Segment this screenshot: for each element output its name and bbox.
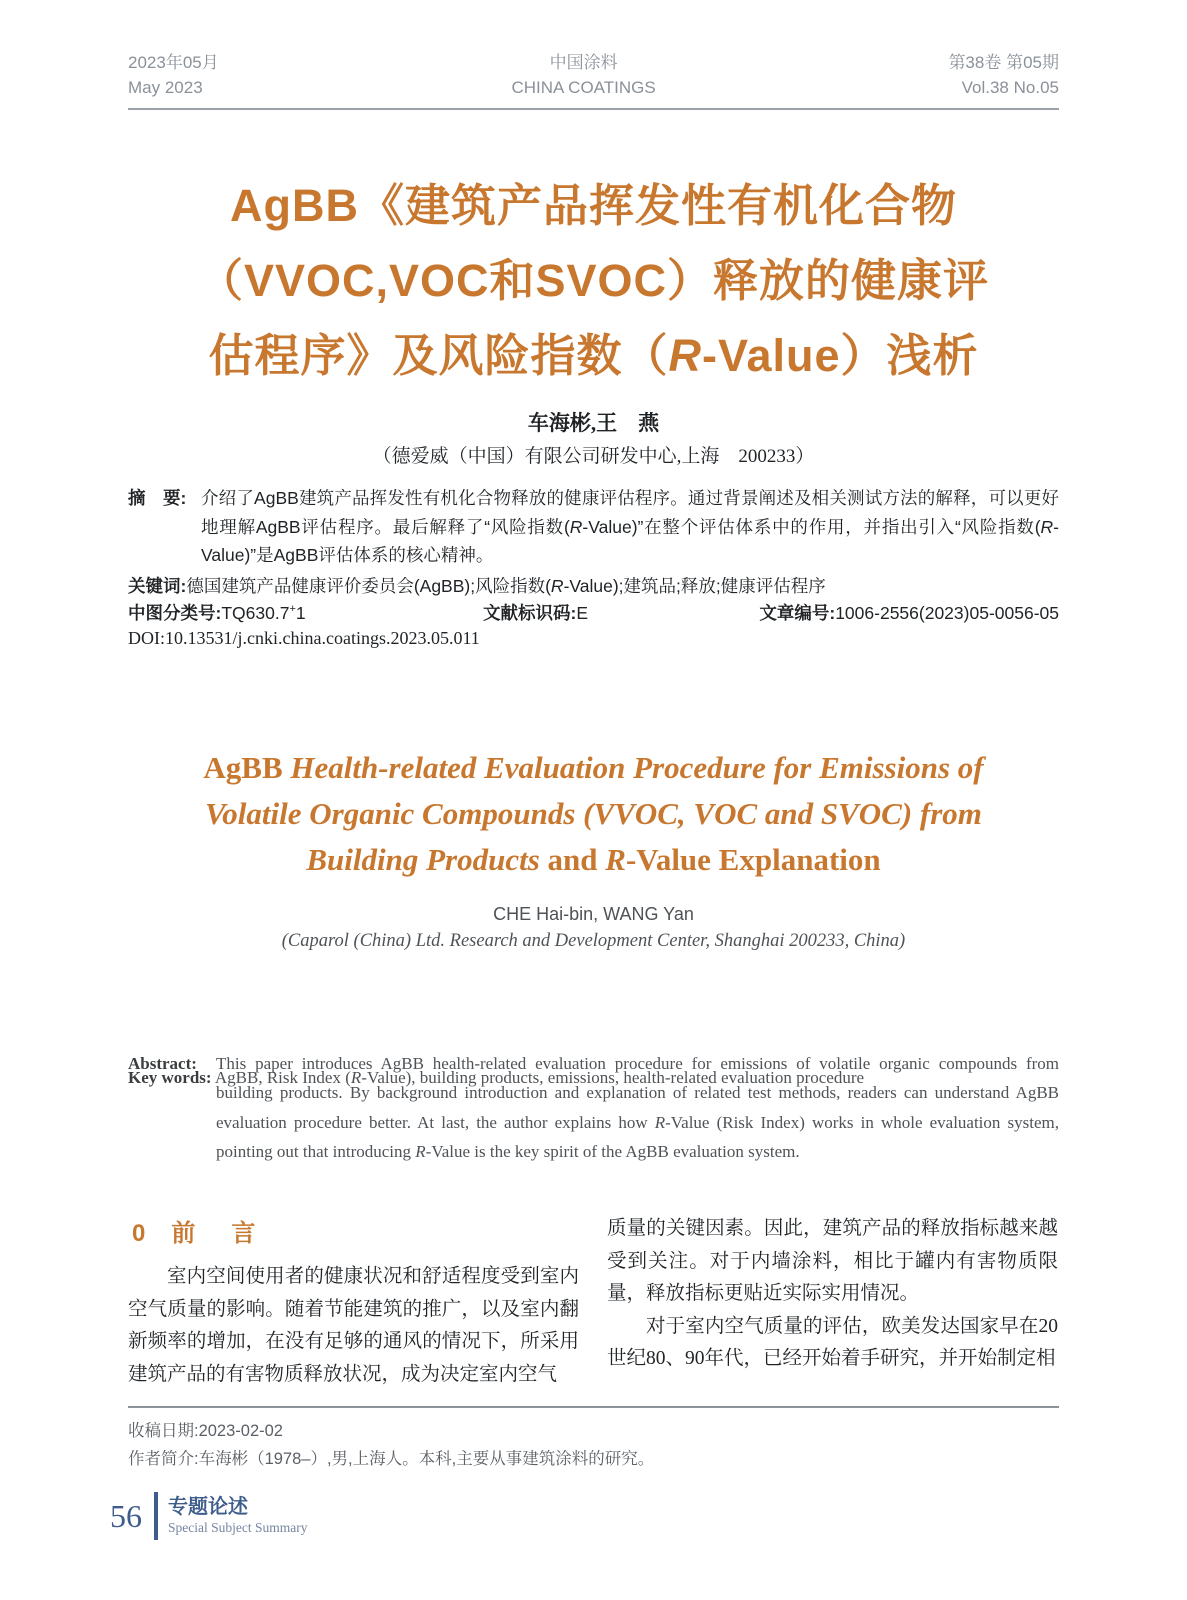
article-title-cn-line3: 估程序》及风险指数（R-Value）浅析 xyxy=(208,330,979,381)
abstract-cn-label: 摘 要: xyxy=(128,488,187,508)
article-title-en-line2: Volatile Organic Compounds (VVOC, VOC and SVOC) from xyxy=(205,796,982,831)
r-value-symbol: R xyxy=(569,516,583,537)
issue-date-en: May 2023 xyxy=(128,78,203,97)
r-value-symbol: R xyxy=(415,1142,426,1161)
r-value-symbol: R xyxy=(654,1112,666,1132)
article-title-en-line3: Building Products and R-Value Explanation xyxy=(306,842,881,877)
r-value-symbol: R xyxy=(605,842,626,877)
journal-header xyxy=(128,50,1059,100)
column-title-cn: 专题论述 xyxy=(168,1496,248,1518)
column-titles xyxy=(168,1495,307,1537)
r-value-symbol: R xyxy=(1040,516,1054,537)
affiliation-en: (Caparol (China) Ltd. Research and Development Center, Shanghai 200233, China) xyxy=(281,931,906,951)
keywords-en-label: Key words: xyxy=(128,1068,212,1087)
section-heading-foreword xyxy=(132,1219,579,1249)
volume-issue-en: Vol.38 No.05 xyxy=(961,78,1059,97)
abstract-en: Abstract: This paper introduces AgBB health-related evaluation procedure for emissions of volatile organic compounds from building products. By background introduction and explanation of related test methods, readers can understand AgBB evaluation procedure better. At last, the author explains how R-Value (Risk Index) works in whole evaluation system, pointing out that introducing R-Value is the key spirit of the AgBB evaluation system. xyxy=(128,1049,1059,1167)
header-volume-issue xyxy=(948,50,1059,100)
body-column-right xyxy=(607,1213,1058,1405)
r-value-symbol: R xyxy=(550,576,564,596)
article-title-cn-line1: AgBB《建筑产品挥发性有机化合物 xyxy=(230,180,957,231)
section-number: 0 xyxy=(132,1220,146,1247)
article-title-cn xyxy=(128,168,1059,393)
section-title: 前 言 xyxy=(171,1220,262,1247)
affiliation-cn: （德爱威（中国）有限公司研发中心,上海 200233） xyxy=(372,446,815,467)
clc-superscript: + xyxy=(289,603,296,616)
footnotes xyxy=(128,1417,1059,1473)
header-issue-date xyxy=(128,50,219,100)
keywords-cn: 关键词:德国建筑产品健康评价委员会(AgBB);风险指数(R-Value);建筑品;释放;健康评估程序 xyxy=(128,576,826,596)
article-meta-row xyxy=(128,600,1059,626)
article-body xyxy=(128,1213,1059,1405)
article-id: 文章编号:1006-2556(2023)05-0056-05 xyxy=(759,603,1059,623)
author-bio: 作者简介:车海彬（1978–）,男,上海人。本科,主要从事建筑涂料的研究。 xyxy=(128,1450,655,1468)
body-column-left xyxy=(128,1213,579,1405)
header-journal-name xyxy=(511,50,655,100)
authors-en: CHE Hai-bin, WANG Yan xyxy=(493,904,694,924)
issue-date-cn: 2023年05月 xyxy=(128,53,219,72)
article-title-en-line1: AgBB Health-related Evaluation Procedure for Emissions of xyxy=(203,750,984,785)
doi: DOI:10.13531/j.cnki.china.coatings.2023.05.011 xyxy=(128,628,480,648)
body-paragraph: 质量的关键因素。因此，建筑产品的释放指标越来越受到关注。对于内墙涂料，相比于罐内有害物质限量，释放指标更贴近实际实用情况。 xyxy=(607,1218,1058,1304)
column-title-en: Special Subject Summary xyxy=(168,1520,308,1535)
abstract-en-label: Abstract: xyxy=(128,1053,197,1073)
article-title-en xyxy=(128,745,1059,883)
keywords-cn-label: 关键词: xyxy=(128,576,187,596)
body-paragraph: 对于室内空气质量的评估，欧美发达国家早在20世纪80、90年代，已经开始着手研究，并开始制定相 xyxy=(607,1315,1058,1369)
footnote-divider-rule xyxy=(128,1406,1059,1408)
r-value-symbol: R xyxy=(350,1068,362,1087)
volume-issue-cn: 第38卷 第05期 xyxy=(948,53,1059,72)
clc-number: 中图分类号:TQ630.7+1 xyxy=(128,603,306,623)
article-title-cn-line2: （VVOC,VOC和SVOC）释放的健康评 xyxy=(197,255,990,306)
received-date: 收稿日期:2023-02-02 xyxy=(128,1422,283,1440)
header-divider-rule xyxy=(128,108,1059,110)
r-value-symbol: R xyxy=(668,330,702,381)
authors-cn: 车海彬,王 燕 xyxy=(527,411,660,435)
body-paragraph: 室内空间使用者的健康状况和舒适程度受到室内空气质量的影响。随着节能建筑的推广，以及室内翻新频率的增加，在没有足够的通风的情况下，所采用建筑产品的有害物质释放状况，成为决定室内空气 xyxy=(128,1266,579,1385)
document-code: 文献标识码:E xyxy=(483,603,589,623)
journal-name-cn: 中国涂料 xyxy=(549,53,618,72)
page-number: 56 xyxy=(110,1498,142,1534)
keywords-en: Key words: AgBB, Risk Index (R-Value), building products, emissions, health-related evaluation procedure xyxy=(128,1068,865,1087)
journal-name-en: CHINA COATINGS xyxy=(511,78,656,97)
page-footer xyxy=(110,1492,307,1540)
footer-divider-bar xyxy=(154,1492,158,1540)
abstract-cn: 摘 要: 介绍了AgBB建筑产品挥发性有机化合物释放的健康评估程序。通过背景阐述及相关测试方法的解释，可以更好地理解AgBB评估程序。最后解释了“风险指数(R-Value)”在整个评估体系中的作用，并指出引入“风险指数(R-Value)”是AgBB评估体系的核心精神。 xyxy=(128,484,1059,570)
